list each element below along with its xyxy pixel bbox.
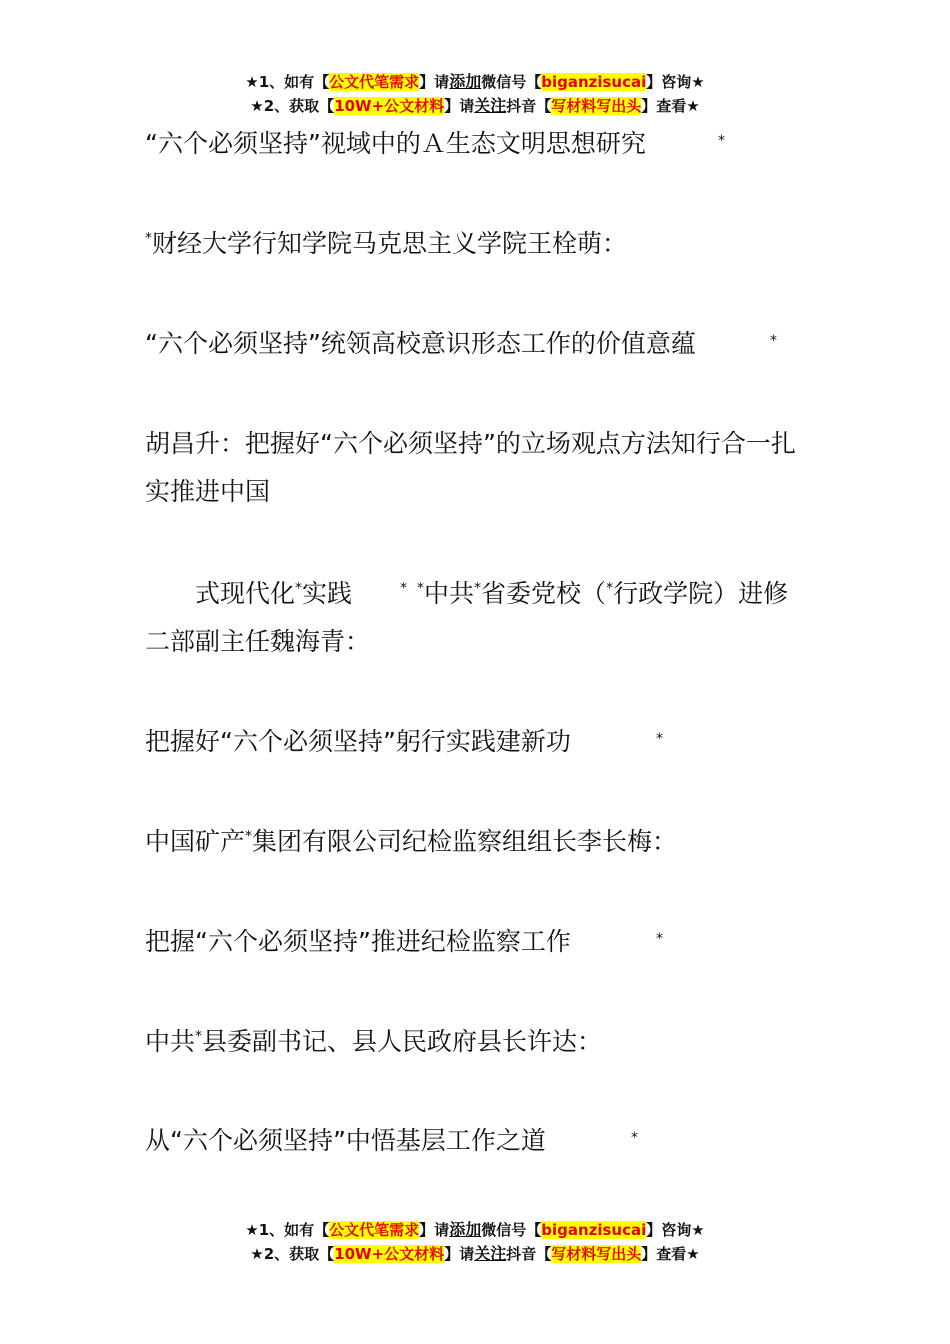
paragraph-9 <box>145 1018 810 1066</box>
paragraph-text: 中国矿产 <box>145 827 246 856</box>
paragraph-text: 行政学院）进修二部副主任魏海青： <box>145 579 789 656</box>
footnote-star: * <box>656 931 663 947</box>
footnote-star: * <box>770 333 777 349</box>
banner-highlight: 10W+公文材料 <box>334 97 445 115</box>
banner-text: 】咨询★ <box>646 1221 705 1239</box>
banner-text: 微信号【 <box>481 73 542 91</box>
footnote-star: * <box>606 580 614 597</box>
banner-text: 】请 <box>419 73 450 91</box>
paragraph-text: 实践 <box>302 579 353 608</box>
paragraph-7 <box>145 818 810 866</box>
paragraph-text: 式现代化 <box>195 579 296 608</box>
douyin-id: 写材料写出头 <box>551 97 642 115</box>
paragraph-text: “六个必须坚持”视域中的Ａ生态文明思想研究 <box>145 129 646 158</box>
banner-text: 】请 <box>444 1245 475 1263</box>
banner-text: 微信号【 <box>481 1221 542 1239</box>
banner-text: 】查看★ <box>641 97 700 115</box>
banner-highlight: 公文代笔需求 <box>329 73 420 91</box>
paragraph-text: 中共 <box>145 1027 196 1056</box>
banner-highlight: 10W+公文材料 <box>334 1245 445 1263</box>
banner-underline: 关注 <box>474 96 507 115</box>
banner-text: 抖音【 <box>506 97 552 115</box>
footnote-star: * <box>245 828 253 845</box>
footer-banner <box>0 1218 950 1266</box>
banner-highlight: 公文代笔需求 <box>329 1221 420 1239</box>
banner-line-2 <box>0 1242 950 1266</box>
banner-underline: 关注 <box>474 1244 507 1263</box>
footnote-star: * <box>295 580 303 597</box>
footnote-star: * <box>145 230 152 247</box>
paragraph-text: 胡昌升：把握好“六个必须坚持”的立场观点方法知行合一扎实推进中国 <box>145 429 796 506</box>
paragraph-text: 省委党校（ <box>481 579 607 608</box>
paragraph-2 <box>145 220 810 268</box>
paragraph-4 <box>145 420 810 516</box>
banner-line-2 <box>0 94 950 118</box>
banner-underline: 添加 <box>449 1220 482 1239</box>
paragraph-3 <box>145 320 810 368</box>
paragraph-8 <box>145 918 810 966</box>
footnote-star: * <box>195 1028 203 1045</box>
banner-text: 】请 <box>444 97 475 115</box>
footnote-star: * <box>474 580 482 597</box>
footnote-star: * <box>417 580 425 597</box>
banner-line-1 <box>0 1218 950 1242</box>
paragraph-text: 把握“六个必须坚持”推进纪检监察工作 <box>145 927 571 956</box>
paragraph-text: 县委副书记、县人民政府县长许达： <box>202 1027 603 1056</box>
paragraph-1 <box>145 120 810 168</box>
footnote-star: * <box>631 1130 638 1146</box>
footnote-star: * <box>656 731 663 747</box>
banner-underline: 添加 <box>449 72 482 91</box>
banner-text: ★2、获取【 <box>250 1245 335 1263</box>
banner-text: 】咨询★ <box>646 73 705 91</box>
banner-text: 抖音【 <box>506 1245 552 1263</box>
paragraph-10 <box>145 1117 810 1165</box>
wechat-id: biganzisucai <box>541 1221 647 1239</box>
paragraph-text: 从“六个必须坚持”中悟基层工作之道 <box>145 1126 546 1155</box>
paragraph-text: “六个必须坚持”统领高校意识形态工作的价值意蕴 <box>145 329 696 358</box>
footnote-star: * <box>718 133 725 149</box>
paragraph-text: 集团有限公司纪检监察组组长李长梅： <box>252 827 678 856</box>
paragraph-text: 把握好“六个必须坚持”躬行实践建新功 <box>145 727 571 756</box>
paragraph-text: 财经大学行知学院马克思主义学院王栓萌： <box>152 229 628 258</box>
banner-line-1 <box>0 70 950 94</box>
footnote-star: * <box>400 580 408 597</box>
banner-text: ★1、如有【 <box>245 73 330 91</box>
banner-text: 】查看★ <box>641 1245 700 1263</box>
douyin-id: 写材料写出头 <box>551 1245 642 1263</box>
paragraph-5 <box>145 570 810 666</box>
banner-text: 】请 <box>419 1221 450 1239</box>
banner-text: ★1、如有【 <box>245 1221 330 1239</box>
banner-text: ★2、获取【 <box>250 97 335 115</box>
paragraph-6 <box>145 718 810 766</box>
header-banner <box>0 70 950 118</box>
wechat-id: biganzisucai <box>541 73 647 91</box>
paragraph-text: 中共 <box>424 579 475 608</box>
